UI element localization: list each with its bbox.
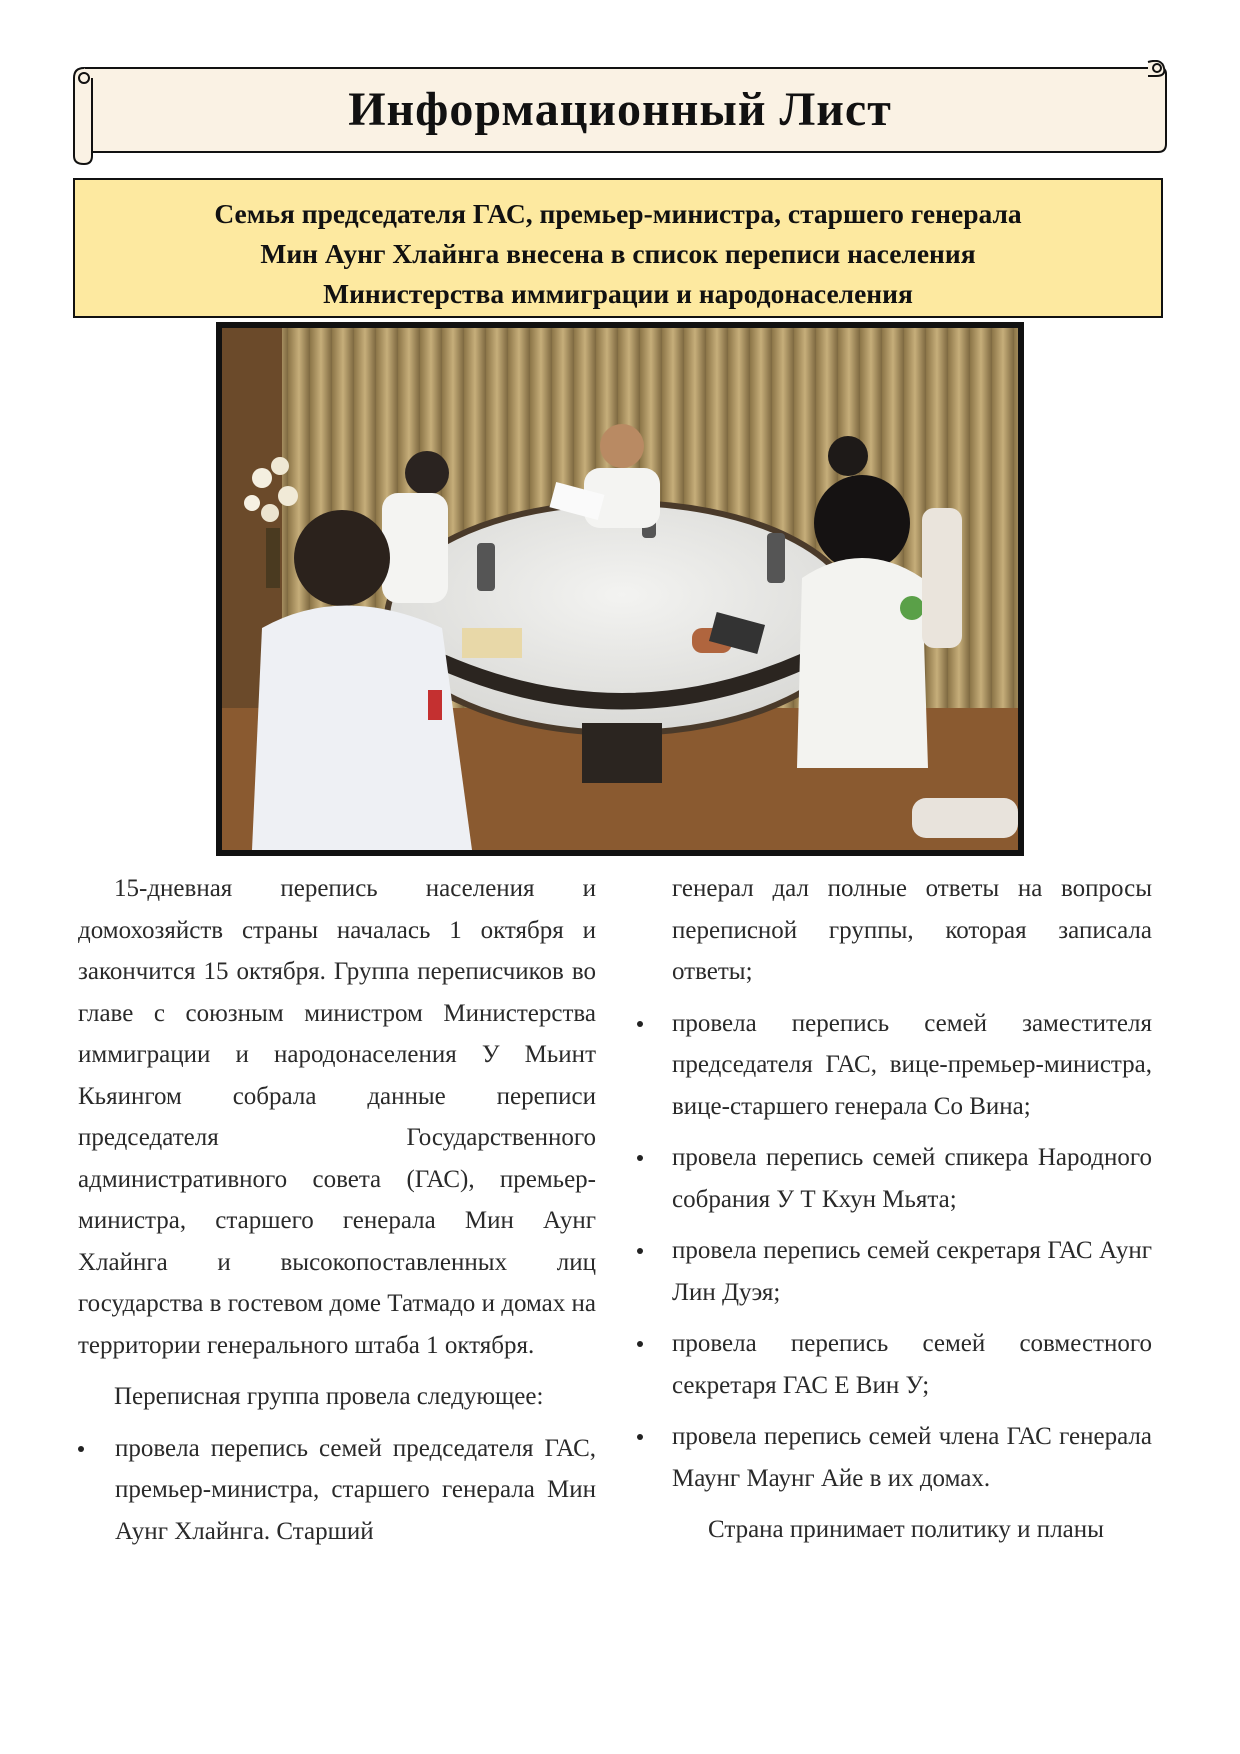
photo-illustration <box>222 328 1018 850</box>
bullet-icon <box>637 1021 643 1027</box>
list-item-text: провела перепись семей секретаря ГАС Аунг Лин Дуэя; <box>672 1237 1152 1306</box>
body-paragraph: Страна принимает политику и планы <box>708 1516 1104 1543</box>
list-item <box>78 1428 596 1553</box>
bullet-list <box>672 1003 1152 1500</box>
list-item-text: провела перепись семей председателя ГАС, премьер-министра, старшего генерала Мин Аунг Хлайнга. Старший <box>115 1434 596 1545</box>
bullet-icon <box>637 1341 643 1347</box>
bullet-list <box>78 1428 596 1553</box>
list-item <box>672 1137 1152 1220</box>
body-paragraph: генерал дал полные ответы на вопросы переписной группы, которая записала ответы; <box>672 875 1152 985</box>
body-paragraph: 15-дневная перепись населения и домохозяйств страны началась 1 октября и закончится 15 октября. Группа переписчиков во главе с союзным министром Министерства иммиграции и народонаселения У Мьинт Кьяингом собрала данные переписи председателя Государственного административного совета (ГАС), премьер-министра, старшего генерала Мин Аунг Хлайнга и высокопоставленных лиц государства в гостевом доме Татмадо и домах на территории генерального штаба 1 октября. <box>78 875 596 1359</box>
headline-line: Министерства иммиграции и народонаселения <box>323 278 913 309</box>
headline-box <box>73 178 1163 318</box>
bullet-icon <box>637 1155 643 1161</box>
bullet-icon <box>78 1446 84 1452</box>
right-column <box>672 868 1152 1551</box>
list-item-text: провела перепись семей спикера Народного собрания У Т Кхун Мьята; <box>672 1144 1152 1213</box>
list-item <box>672 1416 1152 1499</box>
list-item-text: провела перепись семей совместного секретаря ГАС Е Вин У; <box>672 1330 1152 1399</box>
list-item <box>672 1230 1152 1313</box>
headline-line: Мин Аунг Хлайнга внесена в список переписи населения <box>260 238 976 269</box>
title-banner <box>70 60 1170 165</box>
body-paragraph: Переписная группа провела следующее: <box>114 1383 544 1410</box>
bullet-icon <box>637 1248 643 1254</box>
banner-title: Информационный Лист <box>348 83 892 136</box>
list-item-text: провела перепись семей заместителя председателя ГАС, вице-премьер-министра, вице-старшего генерала Со Вина; <box>672 1009 1152 1120</box>
list-item-text: провела перепись семей члена ГАС генерала Маунг Маунг Айе в их домах. <box>672 1423 1152 1492</box>
headline-line: Семья председателя ГАС, премьер-министра, старшего генерала <box>214 198 1022 229</box>
news-photo <box>216 322 1024 856</box>
left-column <box>78 868 596 1552</box>
list-item <box>672 1323 1152 1406</box>
list-item <box>672 1003 1152 1128</box>
bullet-icon <box>637 1434 643 1440</box>
